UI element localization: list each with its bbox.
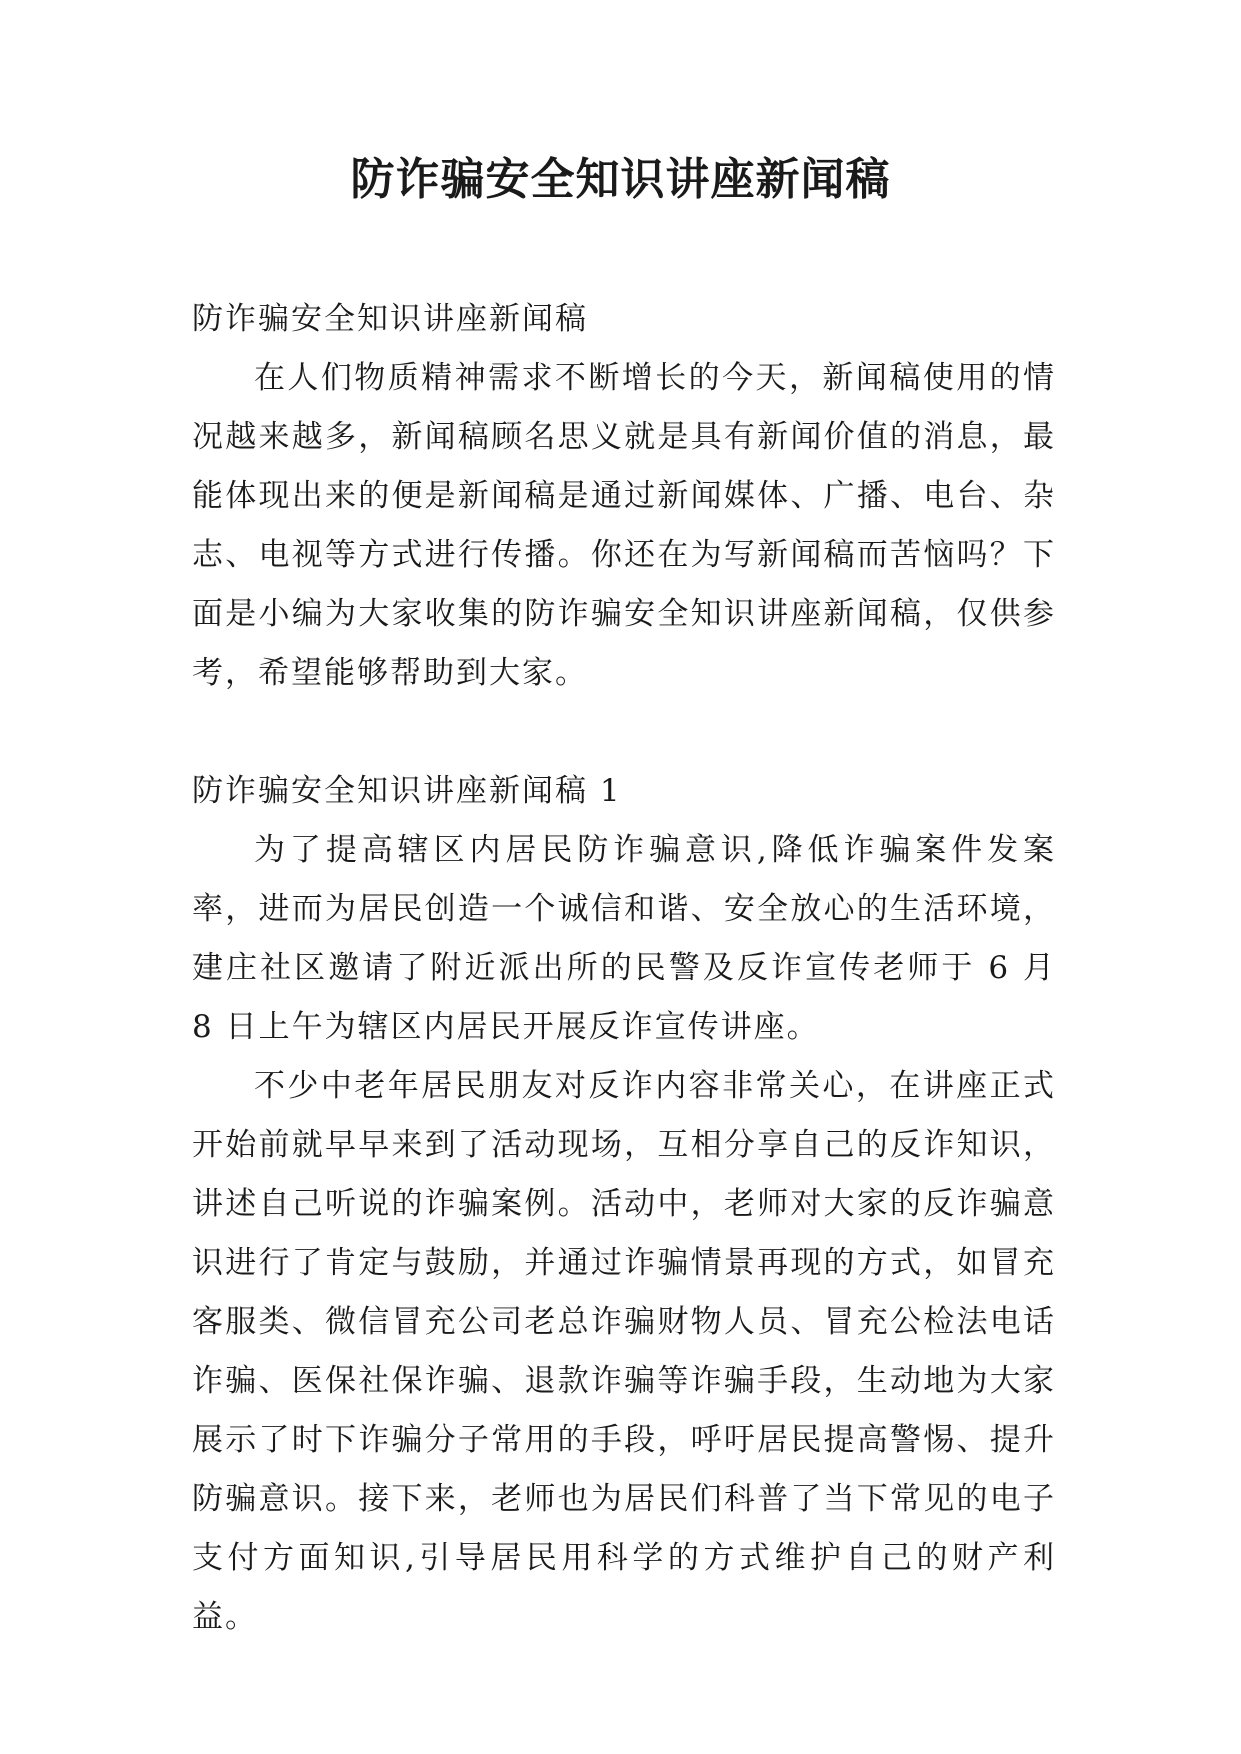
document-body	[192, 290, 1056, 1647]
intro-paragraph: 在人们物质精神需求不断增长的今天，新闻稿使用的情况越来越多，新闻稿顾名思义就是具有新闻价值的消息，最能体现出来的便是新闻稿是通过新闻媒体、广播、电台、杂志、电视等方式进行传播。你还在为写新闻稿而苦恼吗？下面是小编为大家收集的防诈骗安全知识讲座新闻稿，仅供参考，希望能够帮助到大家。	[192, 360, 1056, 691]
intro-heading: 防诈骗安全知识讲座新闻稿	[192, 301, 588, 337]
section-paragraph: 不少中老年居民朋友对反诈内容非常关心，在讲座正式开始前就早早来到了活动现场，互相分享自己的反诈知识，讲述自己听说的诈骗案例。活动中，老师对大家的反诈骗意识进行了肯定与鼓励，并通过诈骗情景再现的方式，如冒充客服类、微信冒充公司老总诈骗财物人员、冒充公检法电话诈骗、医保社保诈骗、退款诈骗等诈骗手段，生动地为大家展示了时下诈骗分子常用的手段，呼吁居民提高警惕、提升防骗意识。接下来，老师也为居民们科普了当下常见的电子支付方面知识,引导居民用科学的方式维护自己的财产利益。	[192, 1068, 1056, 1635]
paragraph-spacer	[192, 703, 1056, 762]
section-paragraph: 为了提高辖区内居民防诈骗意识,降低诈骗案件发案率，进而为居民创造一个诚信和谐、安全放心的生活环境，建庄社区邀请了附近派出所的民警及反诈宣传老师于 6 月 8 日上午为辖区内居民开展反诈宣传讲座。	[192, 832, 1056, 1045]
section-heading: 防诈骗安全知识讲座新闻稿 1	[192, 773, 622, 809]
document-title: 防诈骗安全知识讲座新闻稿	[350, 154, 891, 205]
